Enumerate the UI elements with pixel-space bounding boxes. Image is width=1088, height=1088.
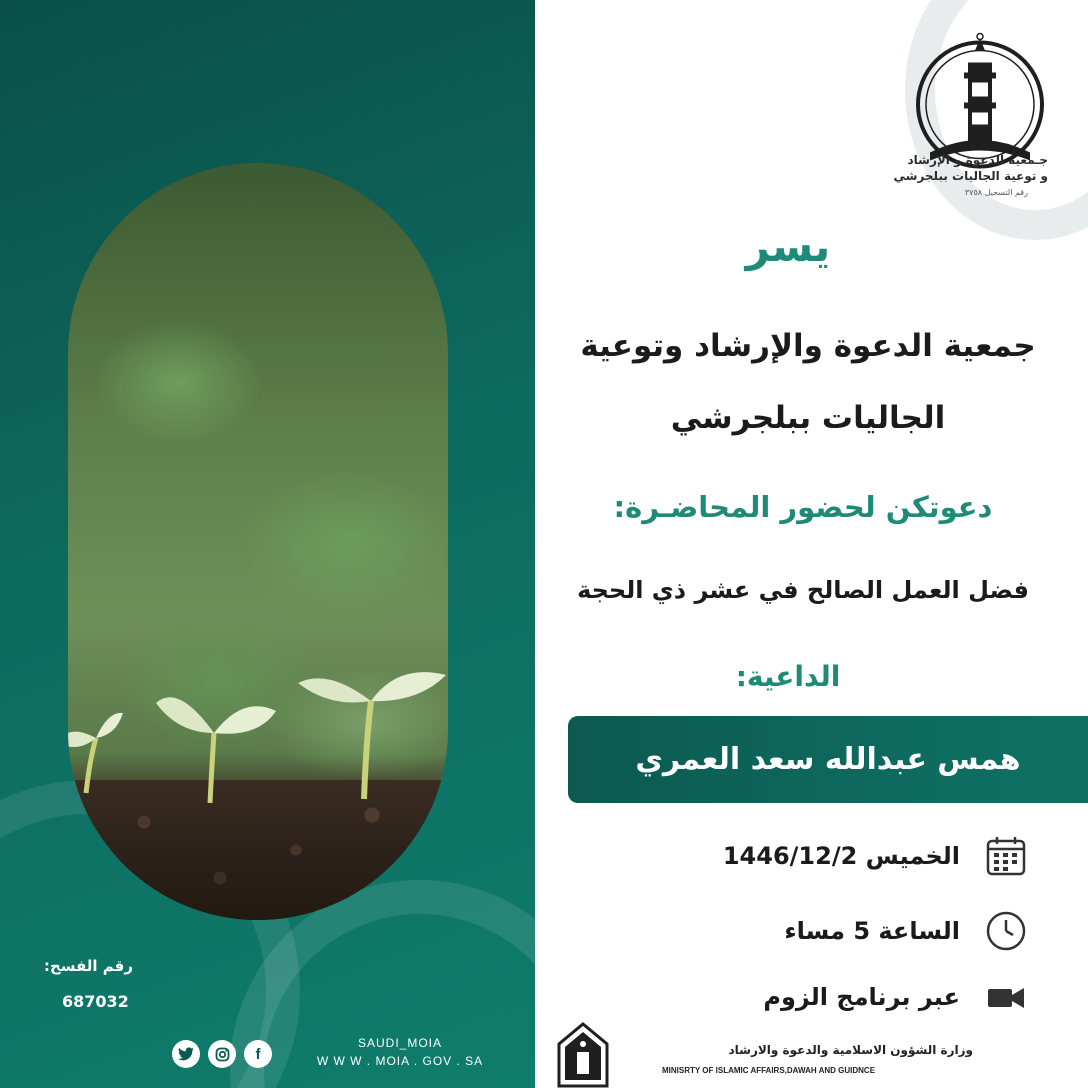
lecture-topic: فضل العمل الصالح في عشر ذي الحجة: [577, 576, 1029, 604]
platform-row: [763, 975, 1028, 1019]
event-time: الساعة 5 مساء: [784, 917, 960, 945]
organization-line2: الجاليات ببلجرشي: [670, 400, 946, 436]
ministry-name-arabic: وزارة الشؤون الاسلامية والدعوة والارشاد: [728, 1043, 973, 1057]
website-link[interactable]: W W W . MOIA . GOV . SA: [316, 1054, 484, 1068]
event-date: الخميس 1446/12/2: [722, 842, 960, 870]
logo-registration: رقم التسجيل ٣٧٥٨: [964, 188, 1028, 197]
twitter-icon[interactable]: [172, 1040, 200, 1068]
facebook-icon[interactable]: f: [244, 1040, 272, 1068]
social-handle[interactable]: SAUDI_MOIA: [357, 1036, 442, 1050]
instagram-icon[interactable]: [208, 1040, 236, 1068]
video-camera-icon: [984, 975, 1028, 1019]
clock-icon: [984, 909, 1028, 953]
website-block: [310, 1034, 490, 1070]
logo-line1: جـمعية الدعوة و الإرشاد: [907, 153, 1048, 167]
speaker-label: الداعية:: [735, 660, 841, 693]
date-row: [723, 834, 1028, 878]
organization-line1: جمعية الدعوة والإرشاد وتوعية: [580, 328, 1036, 364]
speaker-name: همس عبدالله سعد العمري: [635, 742, 1021, 777]
social-icons: [172, 1040, 272, 1068]
event-platform: عبر برنامج الزوم: [763, 983, 960, 1011]
ministry-logo: [555, 1022, 611, 1088]
seedling-photo: [68, 163, 448, 920]
invitation-text: دعوتكن لحضور المحاضـرة:: [613, 490, 993, 524]
speaker-name-bar: [568, 716, 1088, 803]
logo-line2: و توعية الجاليات ببلجرشي: [893, 169, 1048, 183]
permit-number-label: رقم الفسح:: [43, 957, 133, 975]
calendar-icon: [984, 834, 1028, 878]
time-row: [784, 909, 1028, 953]
permit-number: 687032: [62, 992, 129, 1011]
seedlings-illustration: [68, 163, 448, 920]
ministry-name-english: MINISRTY OF ISLAMIC AFFAIRS,DAWAH AND GUIDNCE: [662, 1066, 876, 1075]
intro-text: يسر: [745, 222, 831, 271]
